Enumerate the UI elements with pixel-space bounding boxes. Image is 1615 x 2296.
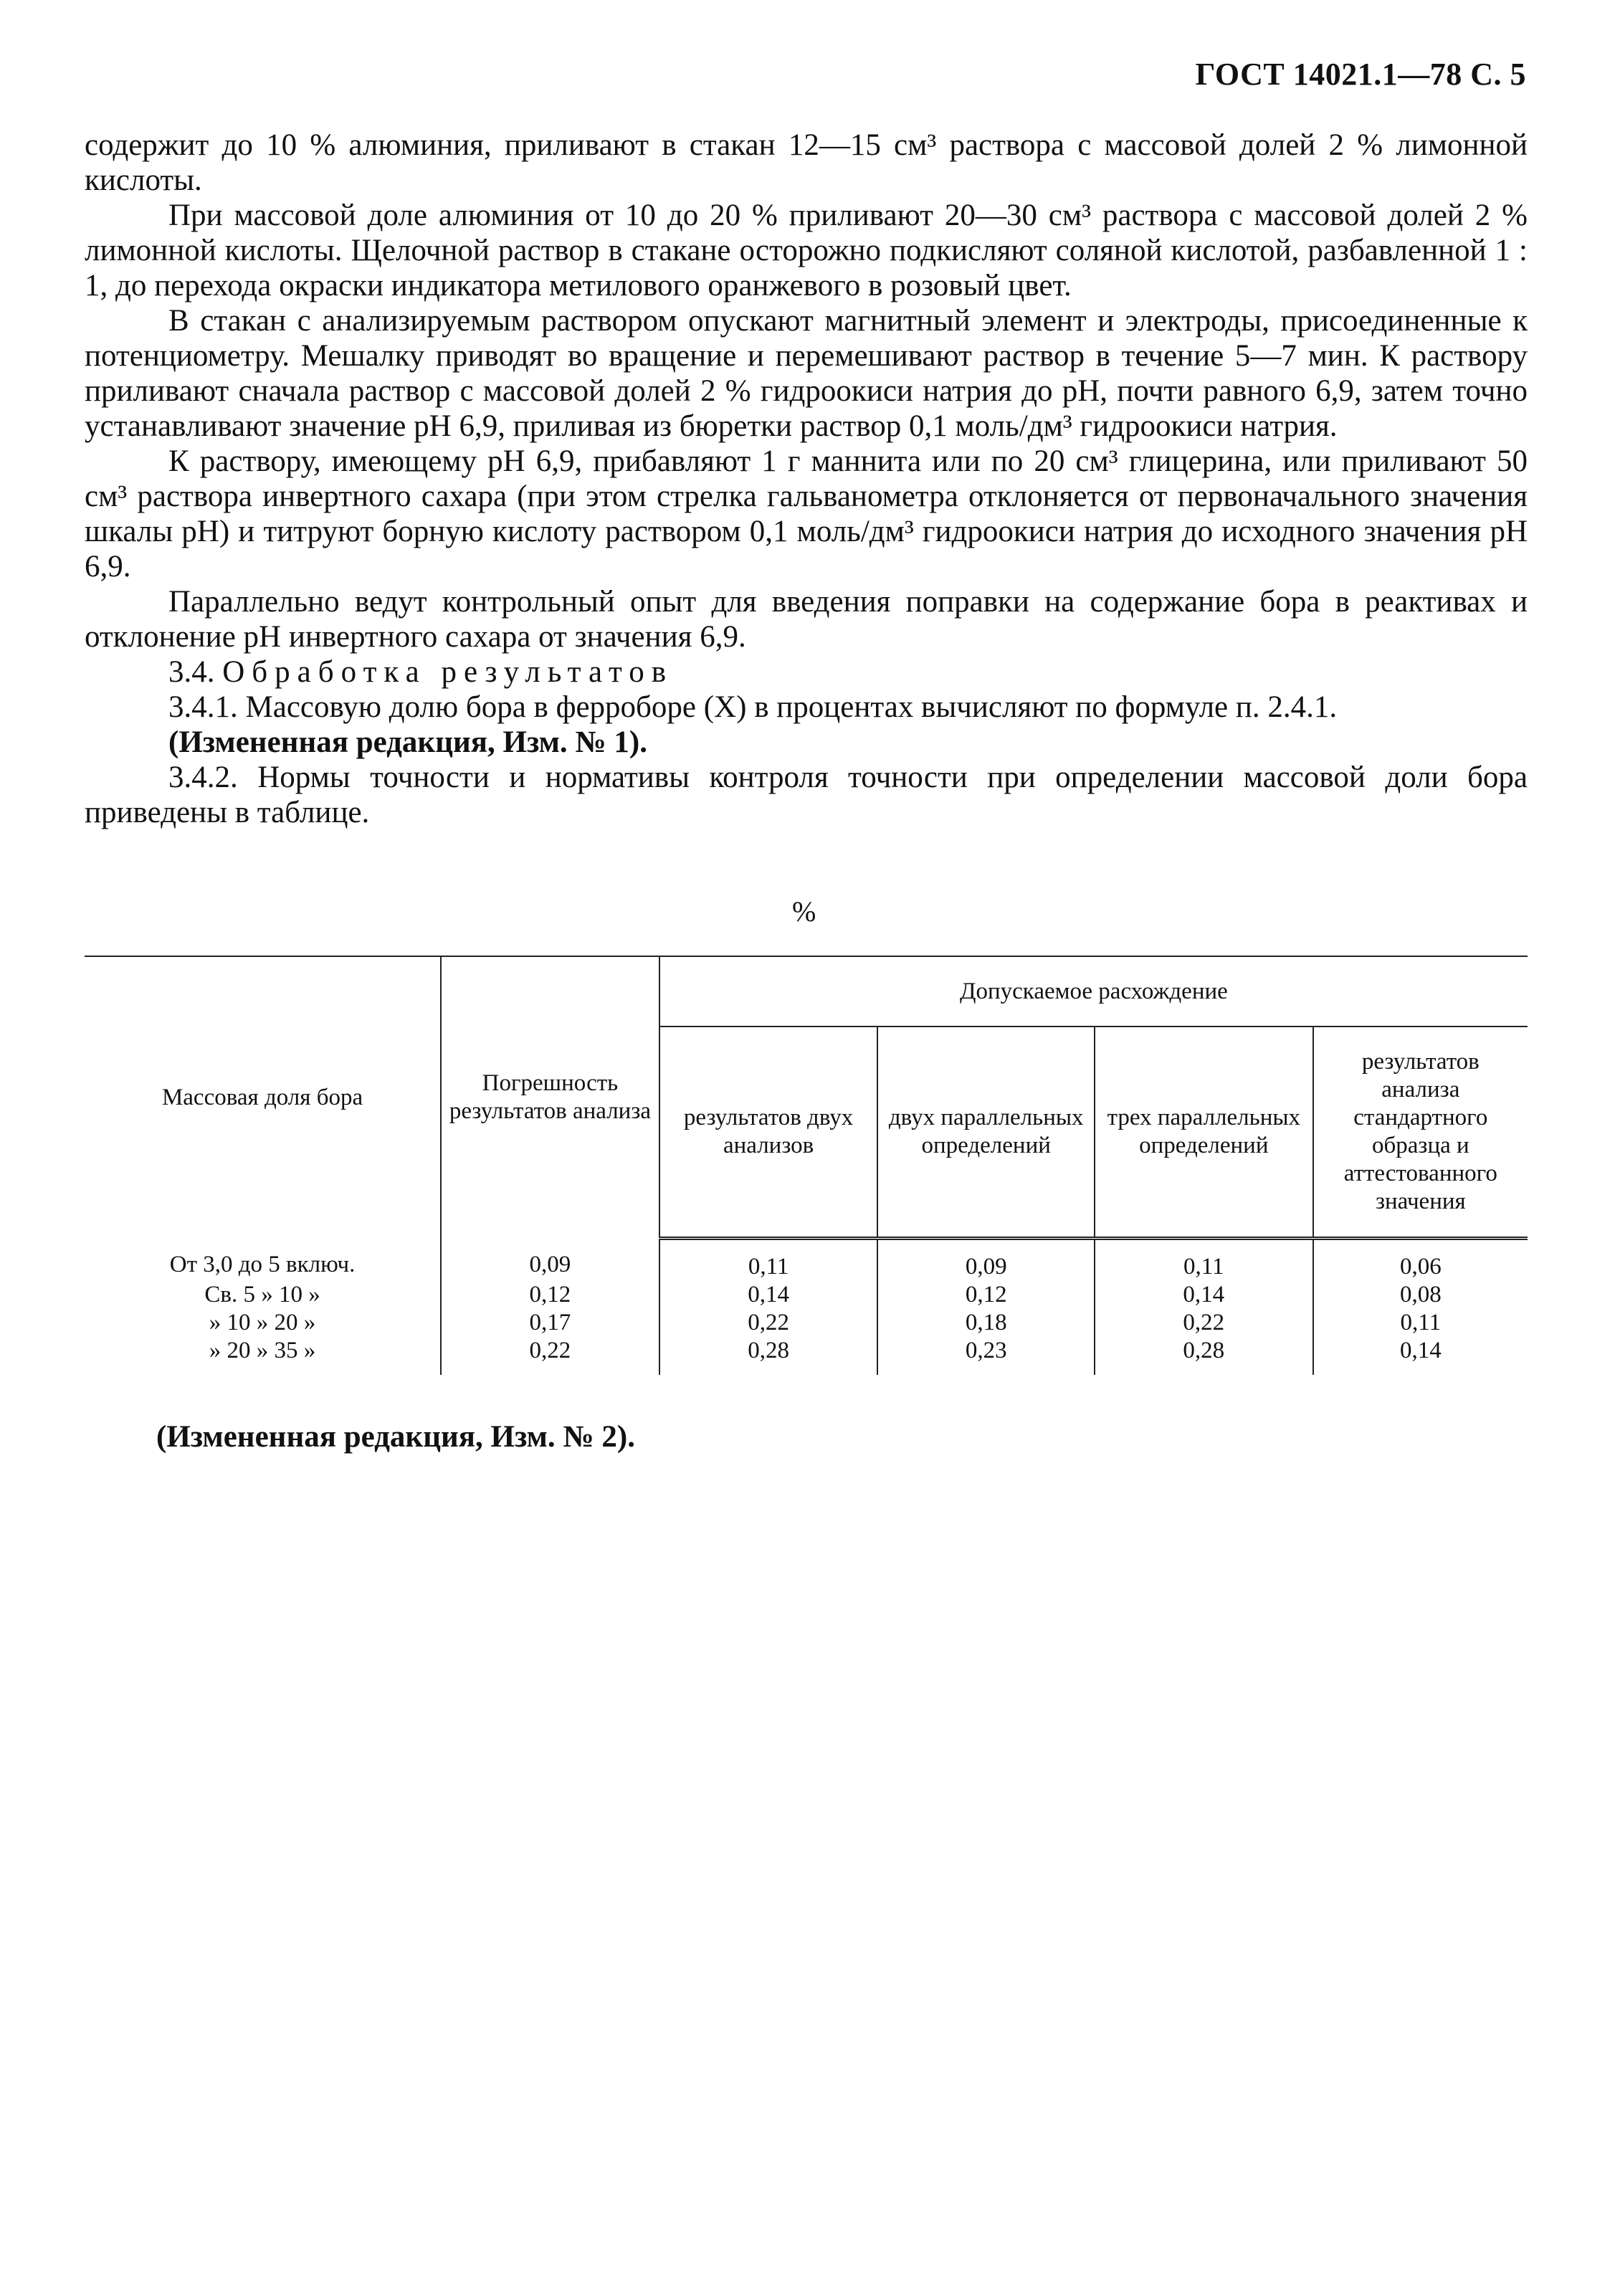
cell-two-analyses: 0,11	[659, 1238, 878, 1281]
cell-range: » 20 » 35 »	[209, 1337, 316, 1363]
table-row	[85, 1238, 1528, 1281]
paragraph-5: Параллельно ведут контрольный опыт для введения поправки на содержание бора в реактивах и отклонение pH инвертного сахара от значения 6,9.	[85, 585, 1528, 654]
accuracy-table	[85, 956, 1528, 1375]
cell-two-parallel: 0,09	[877, 1238, 1095, 1281]
cell-error: 0,22	[441, 1337, 659, 1375]
header-standard-sample: результатов анализа стандартного образца и аттестованного значения	[1313, 1026, 1528, 1238]
header-three-parallel: трех параллельных определений	[1095, 1026, 1313, 1238]
header-two-analyses: результатов двух анализов	[659, 1026, 878, 1238]
section-number: 3.4.	[168, 655, 215, 689]
paragraph-4: К раствору, имеющему pH 6,9, прибавляют 1 г маннита или по 20 см³ глицерина, или приливают 50 см³ раствора инвертного сахара (при этом стрелка гальванометра отклоняется от первоначального значения шкалы pH) и титруют борную кислоту раствором 0,1 моль/дм³ гидроокиси натрия до исходного значения pH 6,9.	[85, 444, 1528, 583]
cell-two-analyses: 0,14	[659, 1281, 878, 1309]
cell-two-analyses: 0,28	[659, 1337, 878, 1375]
cell-range: Св. 5 » 10 »	[204, 1281, 320, 1307]
body-text	[85, 128, 1528, 830]
header-boron-fraction: Массовая доля бора	[85, 956, 441, 1238]
cell-range: » 10 » 20 »	[209, 1309, 316, 1335]
table-row	[85, 1337, 1528, 1375]
cell-two-parallel: 0,18	[877, 1309, 1095, 1337]
cell-three-parallel: 0,11	[1095, 1238, 1313, 1281]
paragraph-2: При массовой доле алюминия от 10 до 20 % приливают 20—30 см³ раствора с массовой долей 2 % лимонной кислоты. Щелочной раствор в стакане осторожно подкисляют соляной кислотой, разбавленной 1 : 1, до перехода окраски индикатора метилового оранжевого в розовый цвет.	[85, 199, 1528, 303]
clause-3-4-1: 3.4.1. Массовую долю бора в ферроборе (X) в процентах вычисляют по формуле п. 2.4.1.	[168, 690, 1338, 724]
section-title: Обработка результатов	[222, 655, 673, 689]
cell-standard: 0,11	[1313, 1309, 1528, 1337]
table-unit: %	[792, 895, 816, 928]
cell-two-parallel: 0,23	[877, 1337, 1095, 1375]
header-analysis-error: Погрешность результатов анализа	[441, 956, 659, 1238]
table-row	[85, 1281, 1528, 1309]
cell-two-analyses: 0,22	[659, 1309, 878, 1337]
cell-error: 0,09	[441, 1238, 659, 1281]
cell-two-parallel: 0,12	[877, 1281, 1095, 1309]
cell-error: 0,12	[441, 1281, 659, 1309]
clause-3-4-2: 3.4.2. Нормы точности и нормативы контроля точности при определении массовой доли бора приведены в таблице.	[85, 761, 1528, 829]
page-header: ГОСТ 14021.1—78 С. 5	[1195, 57, 1526, 92]
cell-error: 0,17	[441, 1309, 659, 1337]
header-allowed-discrepancy: Допускаемое расхождение	[659, 956, 1528, 1026]
paragraph-3: В стакан с анализируемым раствором опускают магнитный элемент и электроды, присоединенные к потенциометру. Мешалку приводят во вращение и перемешивают раствор в течение 5—7 мин. К раствору приливают сначала раствор с массовой долей 2 % гидроокиси натрия до pH, почти равного 6,9, затем точно устанавливают значение pH 6,9, приливая из бюретки раствор 0,1 моль/дм³ гидроокиси натрия.	[85, 304, 1528, 443]
cell-range: От 3,0 до 5 включ.	[169, 1252, 356, 1277]
cell-three-parallel: 0,28	[1095, 1337, 1313, 1375]
paragraph-1: содержит до 10 % алюминия, приливают в стакан 12—15 см³ раствора с массовой долей 2 % лимонной кислоты.	[85, 128, 1528, 197]
amendment-note-2: (Измененная редакция, Изм. № 2).	[156, 1420, 635, 1454]
cell-standard: 0,06	[1313, 1238, 1528, 1281]
header-two-parallel: двух параллельных определений	[877, 1026, 1095, 1238]
section-heading	[85, 654, 1528, 690]
cell-standard: 0,08	[1313, 1281, 1528, 1309]
amendment-note-1: (Измененная редакция, Изм. № 1).	[168, 725, 647, 759]
cell-three-parallel: 0,22	[1095, 1309, 1313, 1337]
table-row	[85, 1309, 1528, 1337]
cell-three-parallel: 0,14	[1095, 1281, 1313, 1309]
cell-standard: 0,14	[1313, 1337, 1528, 1375]
